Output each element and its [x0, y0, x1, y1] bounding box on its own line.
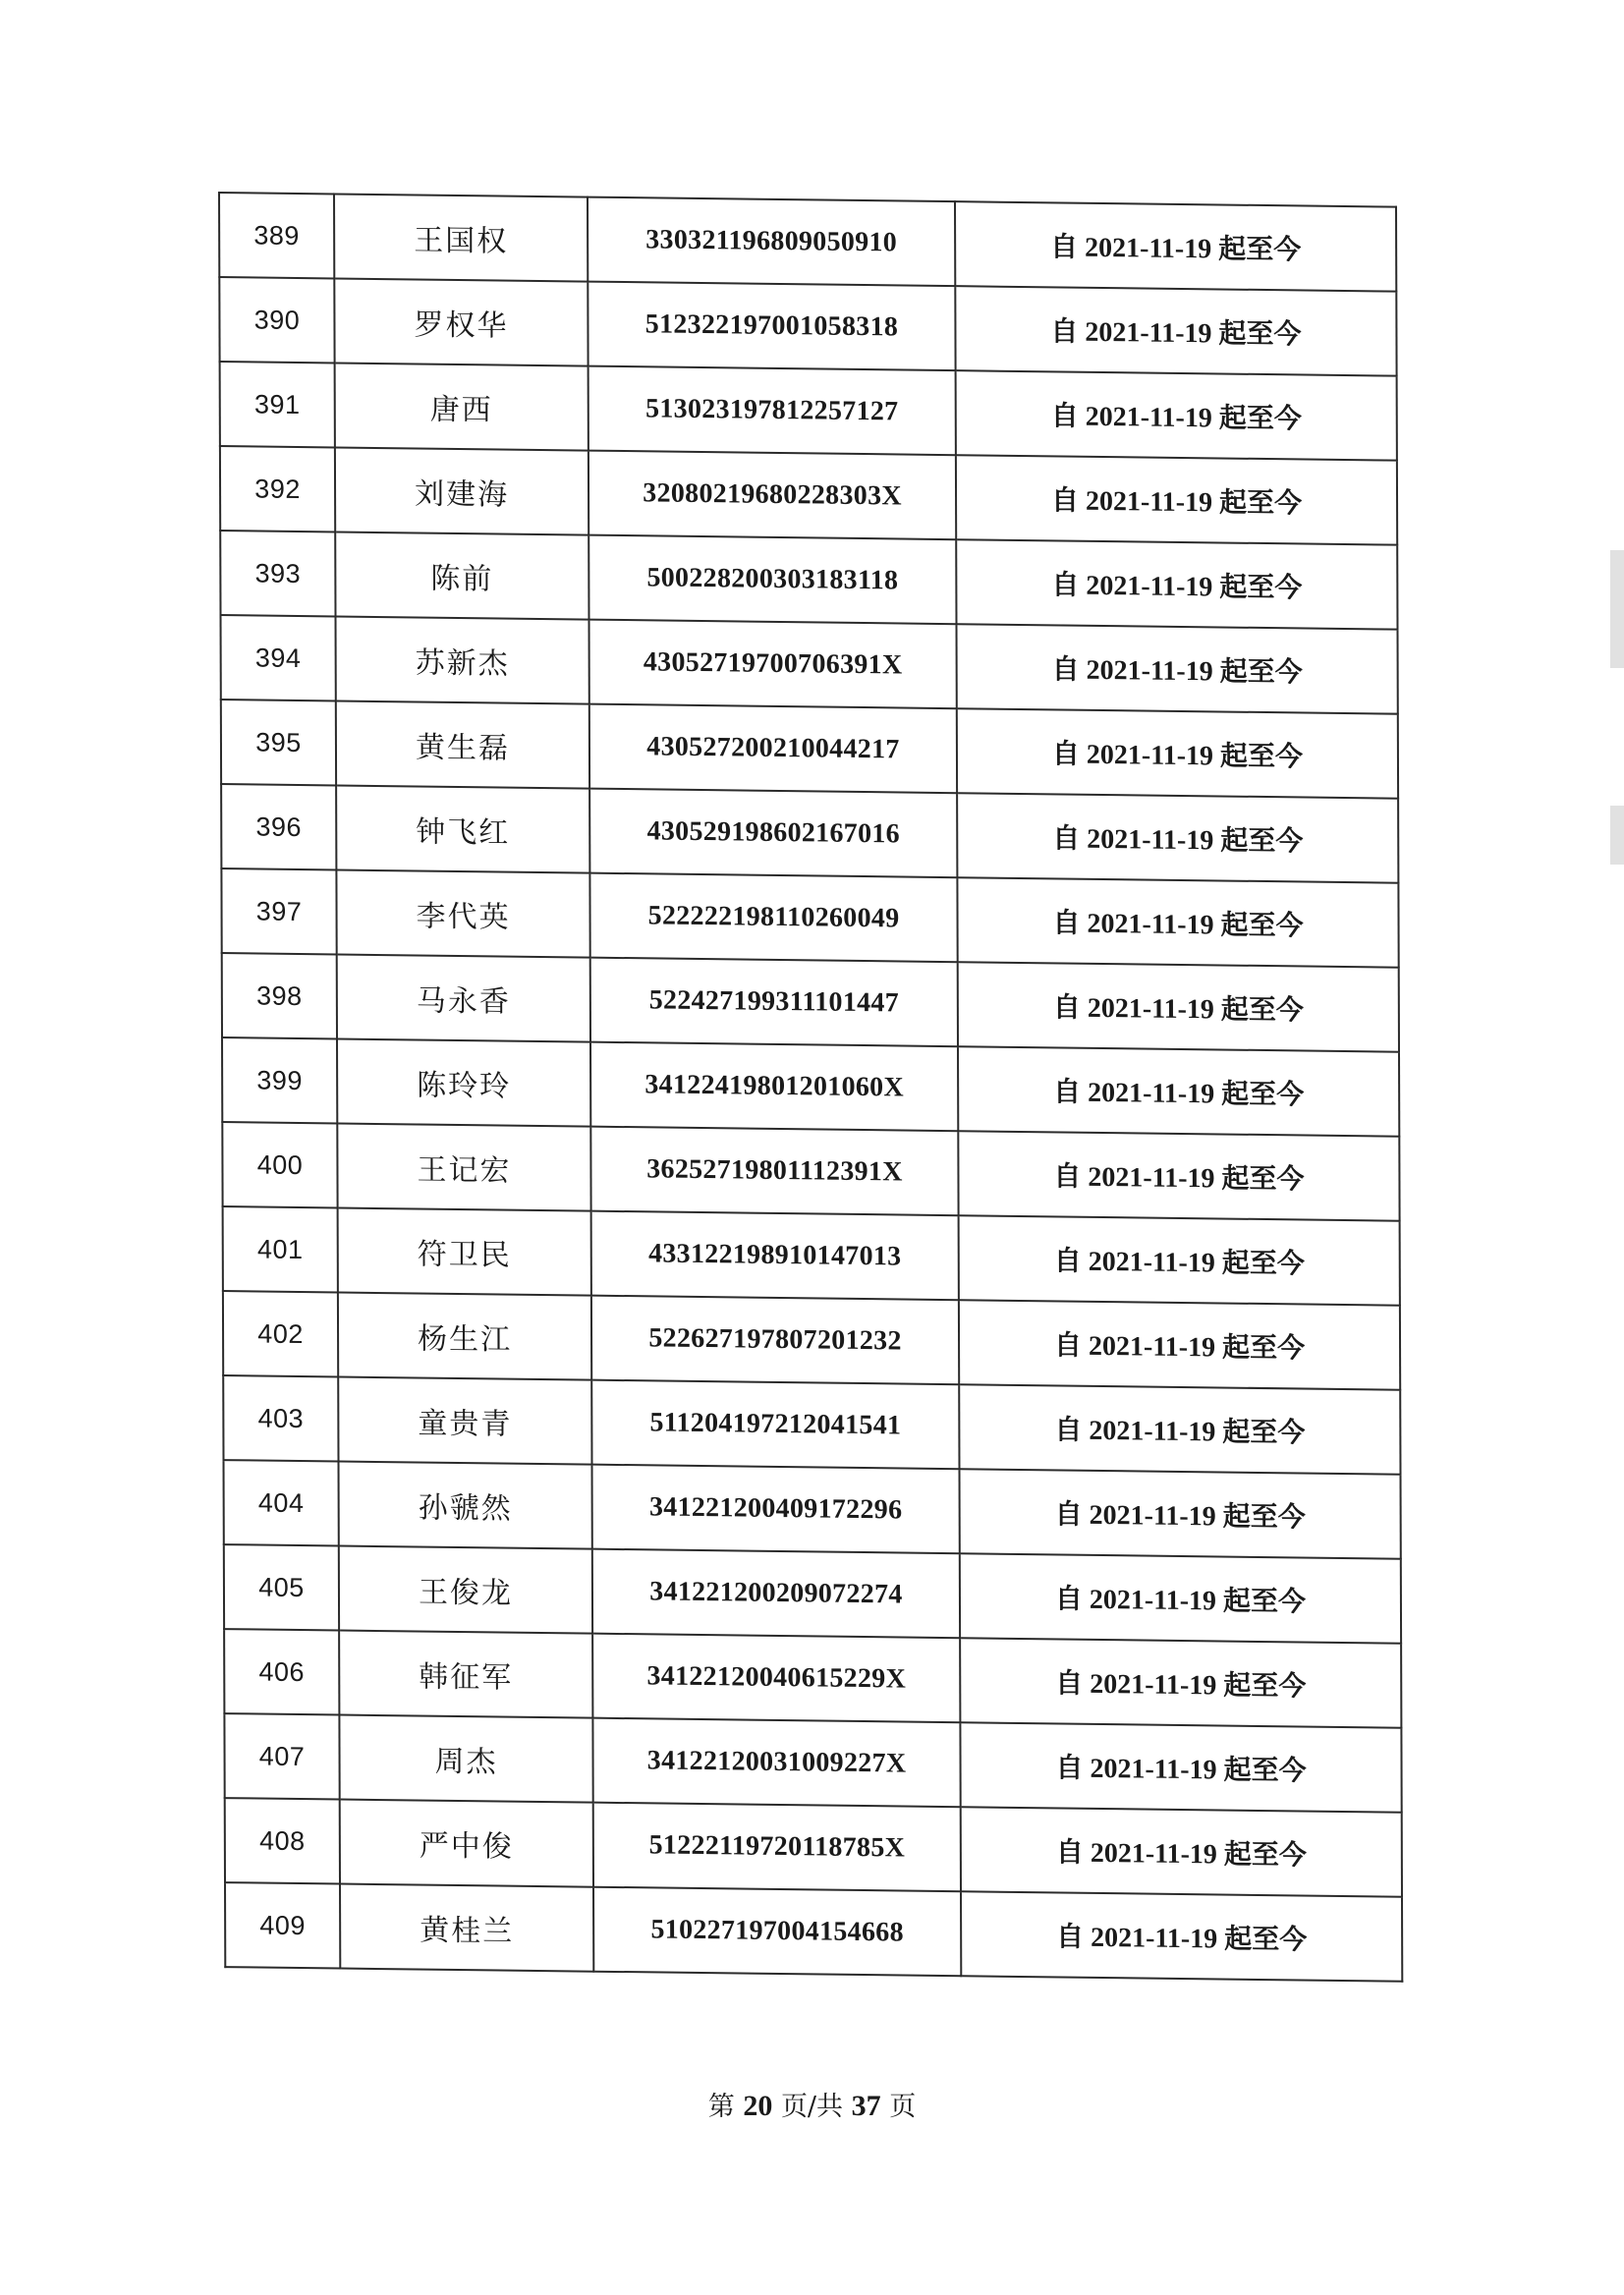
record-period: 自 2021-11-19 起至今	[956, 455, 1397, 544]
record-id-number: 510227197004154668	[593, 1887, 961, 1977]
record-number: 399	[222, 1037, 337, 1123]
table-row	[222, 1037, 1399, 1137]
record-period: 自 2021-11-19 起至今	[957, 877, 1398, 967]
record-name: 李代英	[336, 869, 589, 957]
record-period: 自 2021-11-19 起至今	[959, 1215, 1400, 1305]
record-id-number: 430527200210044217	[589, 704, 957, 794]
record-id-number: 341221200409172296	[592, 1465, 960, 1554]
record-name: 符卫民	[338, 1207, 591, 1295]
footer-current-page: 20	[743, 2090, 773, 2122]
record-id-number: 522427199311101447	[590, 958, 958, 1047]
table-row	[221, 868, 1398, 968]
footer-total-pages: 37	[851, 2090, 881, 2122]
record-period: 自 2021-11-19 起至今	[956, 370, 1397, 460]
footer-middle: 页/共	[780, 2092, 844, 2122]
table-row	[224, 1629, 1401, 1728]
record-id-number: 500228200303183118	[588, 535, 956, 625]
record-period: 自 2021-11-19 起至今	[956, 624, 1397, 713]
record-id-number: 51222119720118785X	[593, 1803, 961, 1892]
table-row	[220, 446, 1397, 545]
record-id-number: 522222198110260049	[589, 873, 957, 963]
record-period: 自 2021-11-19 起至今	[959, 1384, 1400, 1474]
record-name: 韩征军	[339, 1631, 592, 1718]
record-number: 392	[220, 446, 335, 532]
record-number: 389	[219, 193, 334, 278]
table-row	[223, 1206, 1400, 1306]
record-period: 自 2021-11-19 起至今	[961, 1807, 1402, 1896]
record-number: 407	[224, 1713, 339, 1799]
record-name: 刘建海	[335, 447, 588, 534]
record-number: 394	[221, 615, 336, 700]
record-name: 严中俊	[340, 1800, 593, 1887]
record-id-number: 512322197001058318	[588, 282, 955, 371]
record-number: 390	[219, 277, 334, 363]
table-row	[224, 1460, 1401, 1559]
record-number: 393	[220, 531, 335, 616]
record-name: 杨生江	[338, 1292, 591, 1379]
table-row	[221, 784, 1398, 883]
record-id-number: 341221200209072274	[592, 1549, 960, 1639]
record-period: 自 2021-11-19 起至今	[957, 793, 1398, 882]
footer-suffix: 页	[889, 2092, 917, 2122]
record-number: 396	[221, 784, 336, 869]
record-period: 自 2021-11-19 起至今	[956, 539, 1397, 629]
record-id-number: 511204197212041541	[591, 1380, 959, 1470]
record-name: 王俊龙	[339, 1546, 592, 1634]
record-period: 自 2021-11-19 起至今	[960, 1722, 1401, 1812]
record-number: 408	[225, 1798, 340, 1883]
record-number: 409	[225, 1882, 340, 1968]
table-row	[224, 1713, 1401, 1813]
record-period: 自 2021-11-19 起至今	[958, 962, 1399, 1051]
table-row	[225, 1798, 1402, 1897]
record-name: 童贵青	[338, 1377, 591, 1465]
record-number: 405	[224, 1544, 339, 1630]
record-period: 自 2021-11-19 起至今	[955, 201, 1396, 291]
record-period: 自 2021-11-19 起至今	[960, 1553, 1401, 1643]
record-id-number: 34122120031009227X	[592, 1718, 960, 1808]
record-period: 自 2021-11-19 起至今	[960, 1469, 1401, 1558]
record-period: 自 2021-11-19 起至今	[958, 1046, 1399, 1136]
record-number: 406	[224, 1629, 339, 1714]
record-name: 唐西	[335, 363, 588, 450]
record-name: 苏新杰	[336, 616, 589, 703]
record-number: 398	[222, 953, 337, 1038]
record-number: 397	[221, 868, 336, 954]
record-number: 395	[221, 700, 336, 785]
table-row	[221, 700, 1398, 799]
record-period: 自 2021-11-19 起至今	[960, 1638, 1401, 1727]
record-number: 403	[223, 1375, 338, 1461]
table-row	[219, 277, 1396, 376]
table-row	[222, 953, 1399, 1052]
record-number: 401	[223, 1206, 338, 1292]
record-name: 陈前	[335, 532, 588, 619]
record-id-number: 513023197812257127	[588, 366, 956, 456]
record-period: 自 2021-11-19 起至今	[958, 1131, 1399, 1220]
record-id-number: 522627197807201232	[591, 1296, 959, 1385]
record-id-number: 32080219680228303X	[588, 451, 956, 540]
record-id-number: 34122120040615229X	[592, 1634, 960, 1723]
scan-edge-mark	[1610, 550, 1624, 668]
record-name: 孙虢然	[339, 1462, 592, 1549]
table-row	[222, 1122, 1399, 1221]
record-name: 黄桂兰	[340, 1884, 593, 1972]
record-name: 罗权华	[334, 278, 588, 365]
table-row	[219, 193, 1396, 292]
record-id-number: 430529198602167016	[589, 789, 957, 878]
footer-prefix: 第	[707, 2092, 735, 2122]
record-period: 自 2021-11-19 起至今	[957, 708, 1398, 798]
table-row	[220, 362, 1397, 461]
record-name: 钟飞红	[336, 785, 589, 872]
record-id-number: 43052719700706391X	[589, 620, 957, 709]
record-number: 404	[224, 1460, 339, 1545]
record-name: 马永香	[337, 954, 590, 1041]
record-period: 自 2021-11-19 起至今	[955, 286, 1396, 375]
table-row	[223, 1375, 1400, 1475]
record-id-number: 36252719801112391X	[590, 1127, 958, 1216]
page-footer	[0, 2085, 1624, 2123]
table-row	[220, 531, 1397, 630]
record-period: 自 2021-11-19 起至今	[961, 1891, 1402, 1981]
record-period: 自 2021-11-19 起至今	[959, 1300, 1400, 1389]
record-name: 王国权	[334, 194, 588, 281]
record-id-number: 433122198910147013	[591, 1211, 959, 1301]
record-id-number: 330321196809050910	[588, 197, 955, 287]
record-number: 402	[223, 1291, 338, 1376]
table-row	[225, 1882, 1402, 1982]
record-name: 周杰	[339, 1715, 592, 1803]
table-row	[221, 615, 1398, 714]
table-row	[224, 1544, 1401, 1644]
record-name: 陈玲玲	[337, 1038, 590, 1126]
scan-edge-mark	[1610, 806, 1624, 865]
records-table-container	[218, 192, 1403, 1983]
records-table-body	[219, 193, 1402, 1982]
record-number: 391	[220, 362, 335, 447]
record-number: 400	[222, 1122, 337, 1207]
table-row	[223, 1291, 1400, 1390]
record-name: 王记宏	[337, 1123, 590, 1210]
record-id-number: 34122419801201060X	[590, 1042, 958, 1132]
records-table	[218, 192, 1403, 1983]
record-name: 黄生磊	[336, 700, 589, 788]
